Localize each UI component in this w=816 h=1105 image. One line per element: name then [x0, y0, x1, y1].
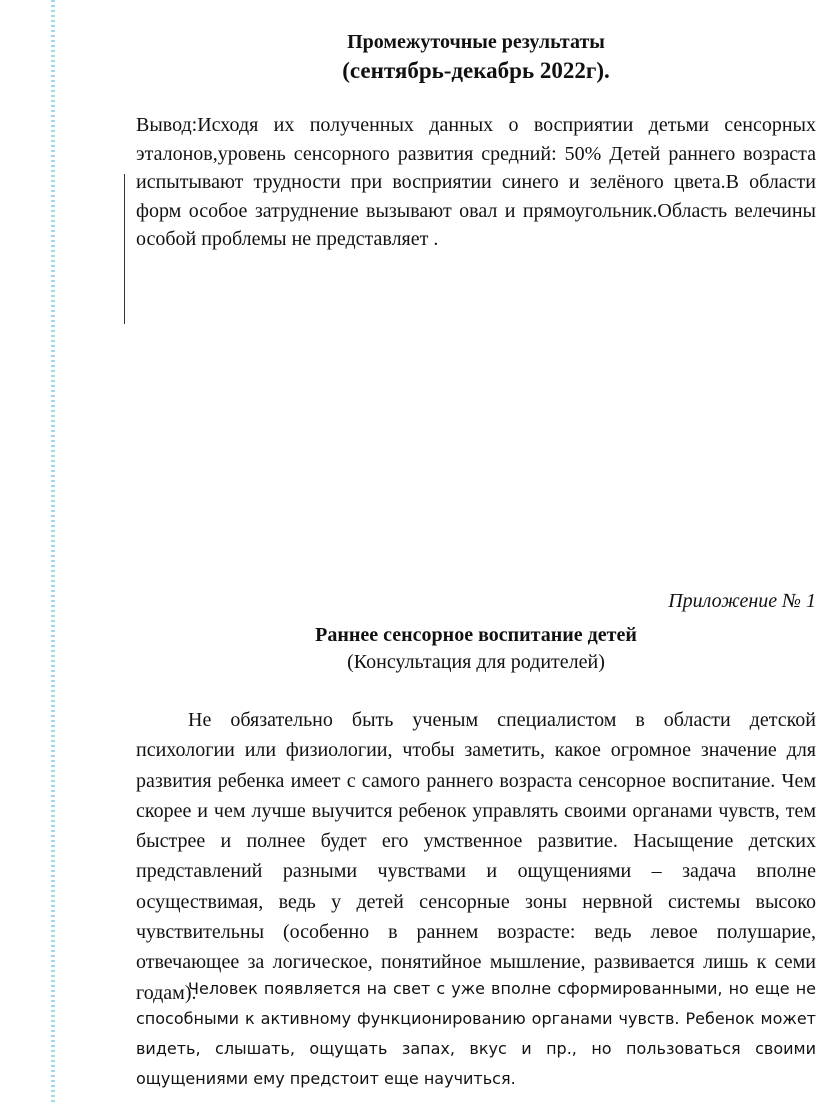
period-subtitle: (сентябрь-декабрь 2022г).	[342, 58, 610, 83]
appendix-label: Приложение № 1	[668, 590, 816, 612]
conclusion-paragraph: Вывод:Исходя их полученных данных о восприятии детьми сенсорных эталонов,уровень сенсорного развития средний: 50% Детей раннего возраста испытывают трудности при восприятии синего и зелёного цвета.В области форм особое затруднение вызывают овал и прямоугольник.Область велечины особой проблемы не представляет .	[136, 114, 816, 250]
margin-line	[124, 174, 125, 324]
article-paragraph-2: Человек появляется на свет с уже вполне сформированными, но еще не способными к активному функционированию органами чувств. Ребенок может видеть, слышать, ощущать запах, вкус и пр., но пользоваться своими ощущениями ему предстоит еще научиться.	[136, 979, 816, 1088]
article-paragraph-1: Не обязательно быть ученым специалистом в области детской психологии или физиологии, чтобы заметить, какое огромное значение для развития ребенка имеет с самого раннего возраста сенсорное воспитание. Чем скорее и чем лучше выучится ребенок управлять своими органами чувств, тем быстрее и полнее будет его умственное развитие. Насыщение детских представлений разными чувствами и ощущениями – задача вполне осуществимая, ведь у детей сенсорные зоны нервной системы высоко чувствительны (особенно в раннем возрасте: ведь левое полушарие, отвечающее за логическое, понятийное мышление, развивается лишь к семи годам).	[136, 709, 816, 1004]
article-subtitle: (Консультация для родителей)	[347, 651, 605, 673]
article-title: Раннее сенсорное воспитание детей	[315, 624, 637, 646]
page-title: Промежуточные результаты	[347, 31, 605, 53]
page-border-decoration	[51, 0, 55, 1105]
